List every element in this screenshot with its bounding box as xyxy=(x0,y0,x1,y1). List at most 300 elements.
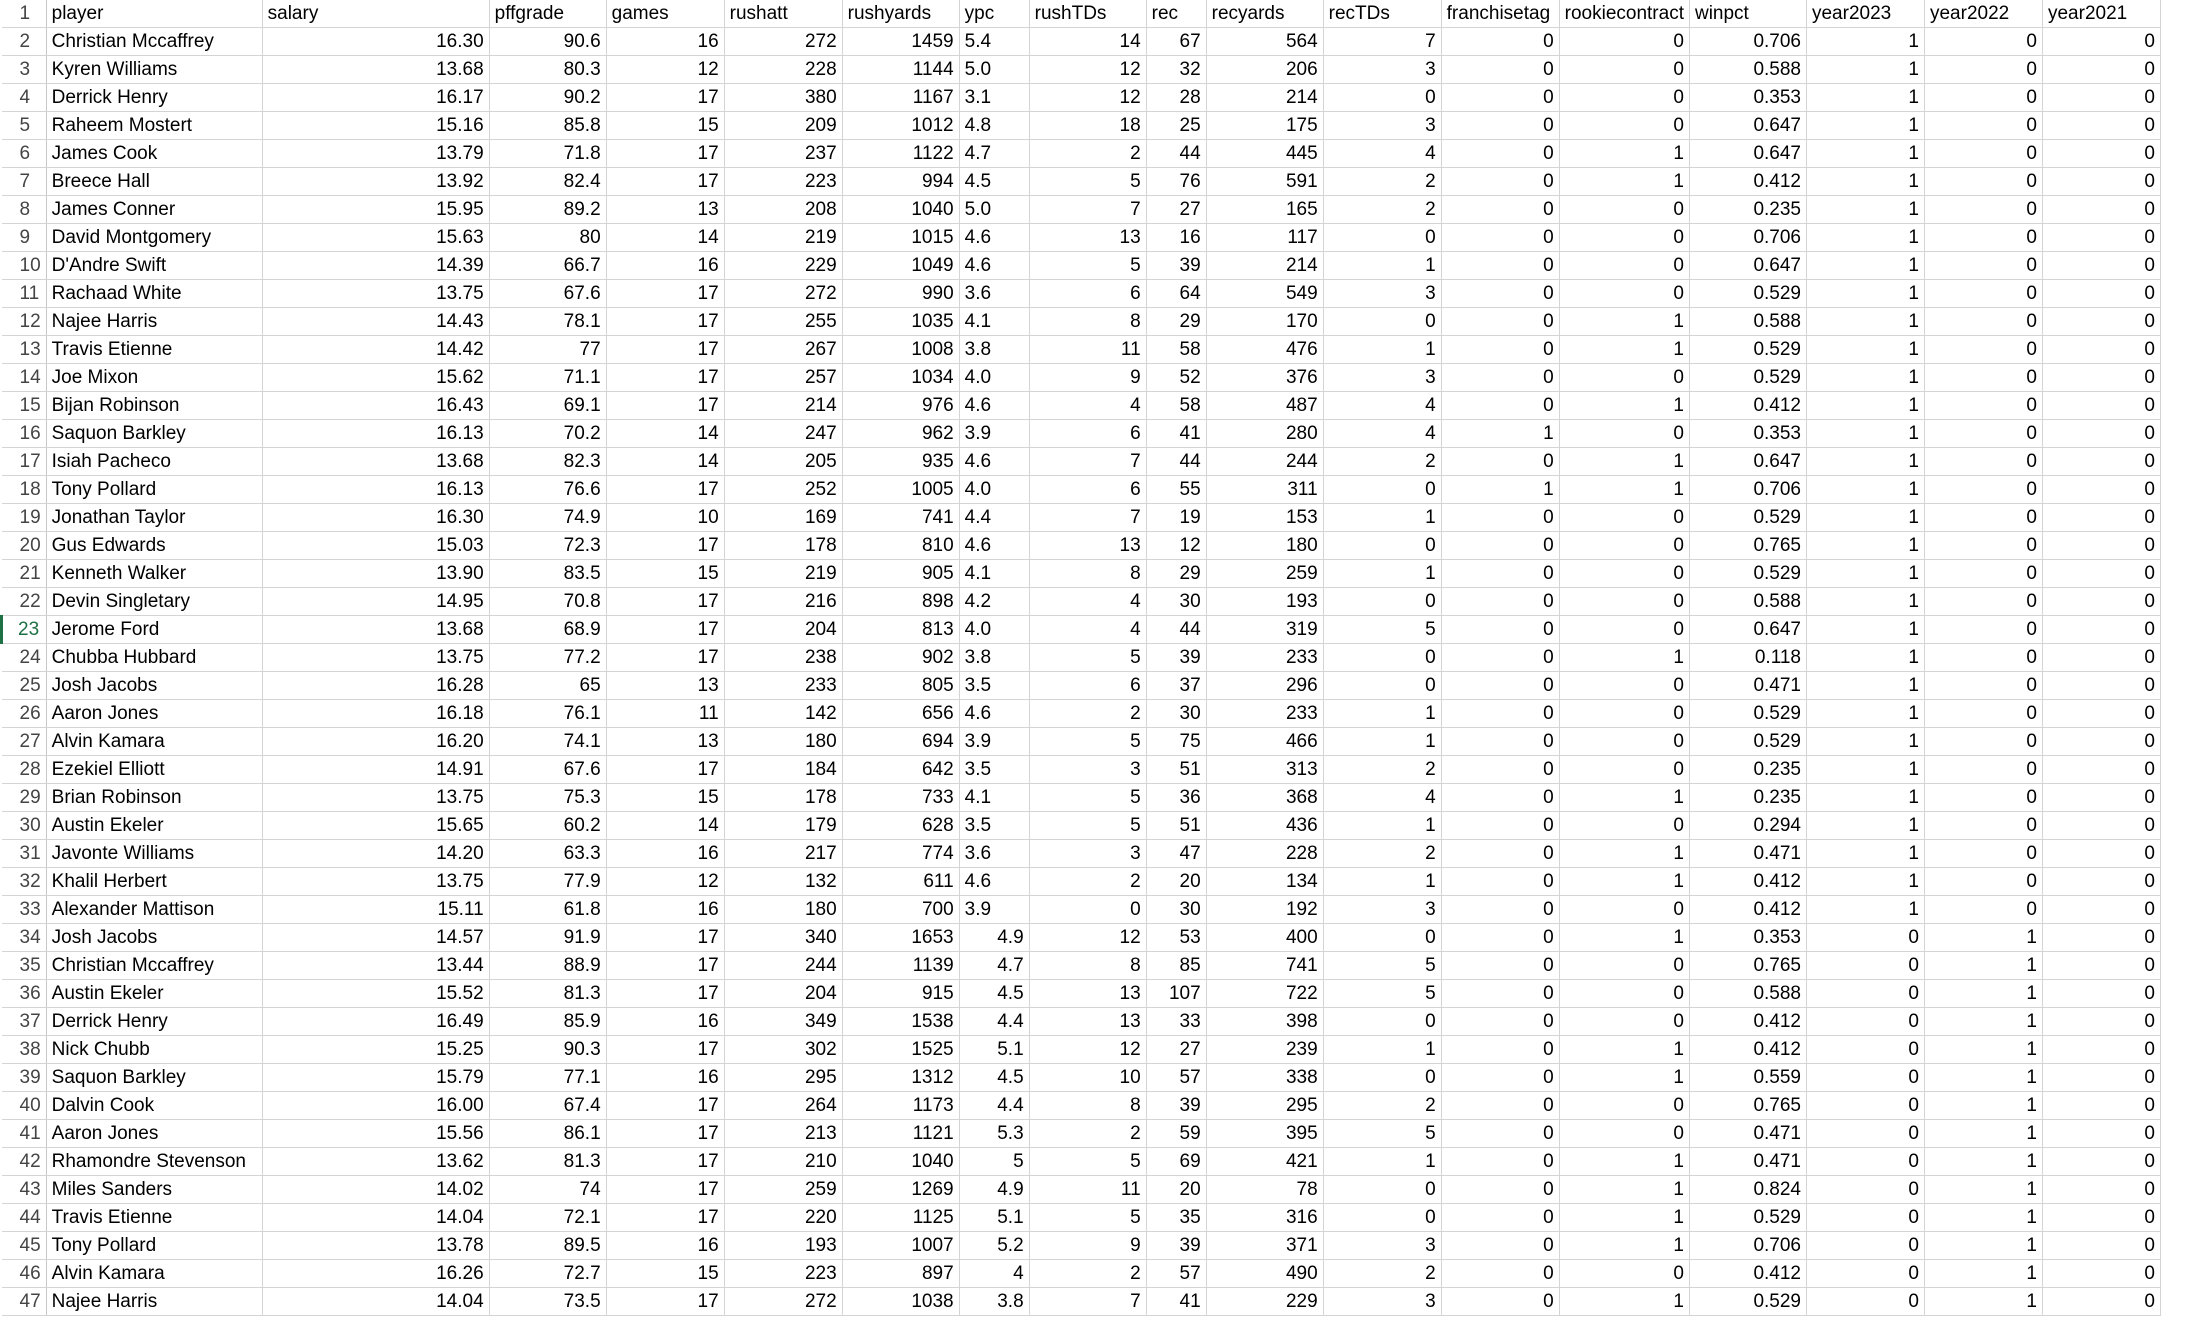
table-cell[interactable]: 66.7 xyxy=(489,252,606,280)
table-cell[interactable]: Miles Sanders xyxy=(46,1176,262,1204)
table-cell[interactable]: 5.3 xyxy=(959,1120,1029,1148)
table-cell[interactable]: Joe Mixon xyxy=(46,364,262,392)
table-cell[interactable]: 0 xyxy=(1924,168,2042,196)
table-cell[interactable]: Derrick Henry xyxy=(46,84,262,112)
table-cell[interactable]: 239 xyxy=(1206,1036,1323,1064)
table-cell[interactable]: 0 xyxy=(2042,728,2160,756)
table-cell[interactable]: 1 xyxy=(1924,924,2042,952)
table-cell[interactable]: Najee Harris xyxy=(46,1288,262,1316)
table-cell[interactable]: 272 xyxy=(724,1288,842,1316)
table-cell[interactable]: 0 xyxy=(1441,756,1559,784)
table-cell[interactable]: 2 xyxy=(1323,840,1441,868)
table-cell[interactable]: 2 xyxy=(1029,1120,1146,1148)
table-cell[interactable]: 233 xyxy=(1206,700,1323,728)
table-cell[interactable]: 14.20 xyxy=(262,840,489,868)
table-cell[interactable]: 0.765 xyxy=(1689,532,1806,560)
table-cell[interactable]: 3 xyxy=(1323,364,1441,392)
table-cell[interactable]: 13.44 xyxy=(262,952,489,980)
table-cell[interactable]: 63.3 xyxy=(489,840,606,868)
table-cell[interactable]: 2 xyxy=(1029,1260,1146,1288)
table-cell[interactable]: 4.1 xyxy=(959,784,1029,812)
table-cell[interactable]: 27 xyxy=(1146,196,1206,224)
table-cell[interactable]: 60.2 xyxy=(489,812,606,840)
table-cell[interactable]: 0.471 xyxy=(1689,1120,1806,1148)
table-cell[interactable]: 82.3 xyxy=(489,448,606,476)
table-cell[interactable]: 0 xyxy=(2042,1036,2160,1064)
table-cell[interactable]: Brian Robinson xyxy=(46,784,262,812)
table-cell[interactable]: 193 xyxy=(724,1232,842,1260)
table-cell[interactable]: Saquon Barkley xyxy=(46,1064,262,1092)
table-cell[interactable]: 0 xyxy=(1806,1064,1924,1092)
table-cell[interactable]: 25 xyxy=(1146,112,1206,140)
table-cell[interactable]: 0 xyxy=(1559,700,1689,728)
table-cell[interactable]: 15.11 xyxy=(262,896,489,924)
table-cell[interactable]: 204 xyxy=(724,616,842,644)
column-header-cell[interactable]: franchisetag xyxy=(1441,0,1559,28)
table-cell[interactable]: 1 xyxy=(1924,1260,2042,1288)
table-cell[interactable]: 4.2 xyxy=(959,588,1029,616)
table-cell[interactable]: 86.1 xyxy=(489,1120,606,1148)
table-cell[interactable]: 0.706 xyxy=(1689,224,1806,252)
table-cell[interactable]: 12 xyxy=(1146,532,1206,560)
table-cell[interactable]: 1035 xyxy=(842,308,959,336)
table-cell[interactable]: 5 xyxy=(1029,812,1146,840)
table-cell[interactable]: 213 xyxy=(724,1120,842,1148)
table-cell[interactable]: 0 xyxy=(2042,364,2160,392)
table-cell[interactable]: 1007 xyxy=(842,1232,959,1260)
table-cell[interactable]: 0.529 xyxy=(1689,560,1806,588)
table-cell[interactable]: 421 xyxy=(1206,1148,1323,1176)
table-cell[interactable]: 0.235 xyxy=(1689,196,1806,224)
table-cell[interactable]: 15.79 xyxy=(262,1064,489,1092)
table-cell[interactable]: 0 xyxy=(1924,364,2042,392)
table-cell[interactable]: 4.6 xyxy=(959,532,1029,560)
table-cell[interactable]: 0.471 xyxy=(1689,1148,1806,1176)
table-cell[interactable]: 17 xyxy=(606,280,724,308)
table-cell[interactable]: 214 xyxy=(1206,84,1323,112)
table-cell[interactable]: 549 xyxy=(1206,280,1323,308)
table-cell[interactable]: 17 xyxy=(606,1148,724,1176)
table-cell[interactable]: 897 xyxy=(842,1260,959,1288)
table-cell[interactable]: 0 xyxy=(1441,224,1559,252)
row-number[interactable]: 6 xyxy=(2,140,47,168)
table-cell[interactable]: 210 xyxy=(724,1148,842,1176)
table-cell[interactable]: 0 xyxy=(1924,728,2042,756)
table-cell[interactable]: 3.8 xyxy=(959,1288,1029,1316)
row-number[interactable]: 11 xyxy=(2,280,47,308)
table-cell[interactable]: 1 xyxy=(1806,476,1924,504)
table-cell[interactable]: 0 xyxy=(2042,28,2160,56)
table-cell[interactable]: 5.1 xyxy=(959,1204,1029,1232)
table-cell[interactable]: 71.1 xyxy=(489,364,606,392)
table-cell[interactable]: 1040 xyxy=(842,1148,959,1176)
column-header-cell[interactable]: pffgrade xyxy=(489,0,606,28)
table-cell[interactable]: 0 xyxy=(1441,308,1559,336)
table-cell[interactable]: 244 xyxy=(724,952,842,980)
table-cell[interactable]: 0.294 xyxy=(1689,812,1806,840)
table-cell[interactable]: 4 xyxy=(1323,392,1441,420)
table-cell[interactable]: 0 xyxy=(1806,924,1924,952)
row-number[interactable]: 31 xyxy=(2,840,47,868)
table-cell[interactable]: 5 xyxy=(1323,1120,1441,1148)
table-cell[interactable]: 302 xyxy=(724,1036,842,1064)
table-cell[interactable]: 0 xyxy=(1441,700,1559,728)
table-cell[interactable]: 91.9 xyxy=(489,924,606,952)
table-cell[interactable]: 1040 xyxy=(842,196,959,224)
table-cell[interactable]: 83.5 xyxy=(489,560,606,588)
table-cell[interactable]: 193 xyxy=(1206,588,1323,616)
table-cell[interactable]: 80.3 xyxy=(489,56,606,84)
table-cell[interactable]: 0 xyxy=(1924,280,2042,308)
table-cell[interactable]: 0.588 xyxy=(1689,308,1806,336)
table-cell[interactable]: Nick Chubb xyxy=(46,1036,262,1064)
table-cell[interactable]: 4.1 xyxy=(959,308,1029,336)
table-cell[interactable]: 65 xyxy=(489,672,606,700)
table-cell[interactable]: 5.1 xyxy=(959,1036,1029,1064)
table-cell[interactable]: 12 xyxy=(1029,1036,1146,1064)
table-cell[interactable]: 3 xyxy=(1323,280,1441,308)
table-cell[interactable]: 1 xyxy=(1806,644,1924,672)
table-cell[interactable]: 1 xyxy=(1806,392,1924,420)
table-cell[interactable]: 16.30 xyxy=(262,28,489,56)
table-cell[interactable]: 436 xyxy=(1206,812,1323,840)
table-cell[interactable]: 8 xyxy=(1029,560,1146,588)
table-cell[interactable]: 14.04 xyxy=(262,1204,489,1232)
table-cell[interactable]: 67.6 xyxy=(489,280,606,308)
table-cell[interactable]: 32 xyxy=(1146,56,1206,84)
table-cell[interactable]: 0 xyxy=(2042,168,2160,196)
table-cell[interactable]: 0.353 xyxy=(1689,420,1806,448)
table-cell[interactable]: James Conner xyxy=(46,196,262,224)
table-cell[interactable]: 90.6 xyxy=(489,28,606,56)
table-cell[interactable]: 994 xyxy=(842,168,959,196)
table-cell[interactable]: 244 xyxy=(1206,448,1323,476)
table-cell[interactable]: 169 xyxy=(724,504,842,532)
table-cell[interactable]: Kyren Williams xyxy=(46,56,262,84)
table-cell[interactable]: 741 xyxy=(842,504,959,532)
table-cell[interactable]: 0.529 xyxy=(1689,364,1806,392)
table-cell[interactable]: 69 xyxy=(1146,1148,1206,1176)
table-cell[interactable]: 13.92 xyxy=(262,168,489,196)
table-cell[interactable]: Breece Hall xyxy=(46,168,262,196)
table-cell[interactable]: 81.3 xyxy=(489,1148,606,1176)
table-cell[interactable]: 11 xyxy=(1029,1176,1146,1204)
table-cell[interactable]: 16 xyxy=(606,1008,724,1036)
table-cell[interactable]: 0 xyxy=(2042,280,2160,308)
table-cell[interactable]: 1 xyxy=(1323,560,1441,588)
table-cell[interactable]: Isiah Pacheco xyxy=(46,448,262,476)
table-cell[interactable]: 0 xyxy=(1441,1204,1559,1232)
table-cell[interactable]: 0 xyxy=(1441,336,1559,364)
table-cell[interactable]: 810 xyxy=(842,532,959,560)
table-cell[interactable]: 4.0 xyxy=(959,616,1029,644)
table-cell[interactable]: 90.3 xyxy=(489,1036,606,1064)
table-cell[interactable]: 6 xyxy=(1029,672,1146,700)
table-cell[interactable]: 0 xyxy=(1441,560,1559,588)
table-cell[interactable]: 1 xyxy=(1924,1120,2042,1148)
table-cell[interactable]: 0 xyxy=(1924,476,2042,504)
table-cell[interactable]: 1 xyxy=(1806,756,1924,784)
table-cell[interactable]: 71.8 xyxy=(489,140,606,168)
table-cell[interactable]: 33 xyxy=(1146,1008,1206,1036)
table-cell[interactable]: 0 xyxy=(1924,700,2042,728)
table-cell[interactable]: 1 xyxy=(1559,392,1689,420)
table-cell[interactable]: 12 xyxy=(1029,84,1146,112)
table-cell[interactable]: 30 xyxy=(1146,588,1206,616)
table-cell[interactable]: 1 xyxy=(1559,1176,1689,1204)
table-cell[interactable]: 296 xyxy=(1206,672,1323,700)
table-cell[interactable]: 69.1 xyxy=(489,392,606,420)
table-cell[interactable]: 0 xyxy=(1559,56,1689,84)
table-cell[interactable]: 3 xyxy=(1323,56,1441,84)
table-cell[interactable]: 0 xyxy=(2042,56,2160,84)
table-cell[interactable]: 0 xyxy=(1559,1260,1689,1288)
table-cell[interactable]: 611 xyxy=(842,868,959,896)
row-number[interactable]: 24 xyxy=(2,644,47,672)
table-cell[interactable]: 3.8 xyxy=(959,336,1029,364)
table-cell[interactable]: 0 xyxy=(1559,280,1689,308)
row-number[interactable]: 23 xyxy=(2,616,47,644)
table-cell[interactable]: 2 xyxy=(1323,1260,1441,1288)
table-cell[interactable]: 1 xyxy=(1559,644,1689,672)
table-cell[interactable]: 0 xyxy=(1924,224,2042,252)
table-cell[interactable]: 1 xyxy=(1323,728,1441,756)
table-cell[interactable]: 4 xyxy=(1323,140,1441,168)
table-cell[interactable]: Ezekiel Elliott xyxy=(46,756,262,784)
table-cell[interactable]: 0 xyxy=(1924,812,2042,840)
table-cell[interactable]: 0 xyxy=(2042,1260,2160,1288)
table-cell[interactable]: 0 xyxy=(1323,588,1441,616)
table-cell[interactable]: 0 xyxy=(1924,336,2042,364)
table-cell[interactable]: 0 xyxy=(1441,588,1559,616)
table-cell[interactable]: 4.8 xyxy=(959,112,1029,140)
table-cell[interactable]: 16.13 xyxy=(262,476,489,504)
table-cell[interactable]: 1 xyxy=(1559,140,1689,168)
table-cell[interactable]: 0 xyxy=(1441,868,1559,896)
table-cell[interactable]: 380 xyxy=(724,84,842,112)
table-cell[interactable]: 0 xyxy=(2042,812,2160,840)
table-cell[interactable]: 3.6 xyxy=(959,280,1029,308)
table-cell[interactable]: 15.25 xyxy=(262,1036,489,1064)
table-cell[interactable]: 259 xyxy=(1206,560,1323,588)
column-header-cell[interactable]: rushyards xyxy=(842,0,959,28)
table-cell[interactable]: 0 xyxy=(1924,532,2042,560)
table-cell[interactable]: 1 xyxy=(1924,1036,2042,1064)
column-header-cell[interactable]: year2021 xyxy=(2042,0,2160,28)
table-cell[interactable]: 70.2 xyxy=(489,420,606,448)
table-cell[interactable]: 0 xyxy=(1806,1260,1924,1288)
table-cell[interactable]: 13.68 xyxy=(262,616,489,644)
table-cell[interactable]: 4 xyxy=(1323,784,1441,812)
table-cell[interactable]: 16.00 xyxy=(262,1092,489,1120)
table-cell[interactable]: 0 xyxy=(2042,672,2160,700)
table-cell[interactable]: 14 xyxy=(606,812,724,840)
table-cell[interactable]: 228 xyxy=(724,56,842,84)
table-cell[interactable]: 53 xyxy=(1146,924,1206,952)
table-cell[interactable]: 1 xyxy=(1806,84,1924,112)
column-header-cell[interactable]: year2023 xyxy=(1806,0,1924,28)
table-cell[interactable]: 1005 xyxy=(842,476,959,504)
table-cell[interactable]: 0.647 xyxy=(1689,448,1806,476)
table-cell[interactable]: 1 xyxy=(1323,504,1441,532)
table-cell[interactable]: 30 xyxy=(1146,700,1206,728)
table-cell[interactable]: 8 xyxy=(1029,1092,1146,1120)
table-cell[interactable]: 1 xyxy=(1924,952,2042,980)
table-cell[interactable]: 58 xyxy=(1146,336,1206,364)
table-cell[interactable]: 14.04 xyxy=(262,1288,489,1316)
table-cell[interactable]: 3 xyxy=(1029,756,1146,784)
table-cell[interactable]: 0 xyxy=(2042,532,2160,560)
table-cell[interactable]: 0 xyxy=(1441,672,1559,700)
table-cell[interactable]: 1 xyxy=(1806,280,1924,308)
table-cell[interactable]: 0 xyxy=(1323,1064,1441,1092)
table-cell[interactable]: 0 xyxy=(1441,532,1559,560)
table-cell[interactable]: 30 xyxy=(1146,896,1206,924)
table-cell[interactable]: 1125 xyxy=(842,1204,959,1232)
table-cell[interactable]: 0 xyxy=(1924,756,2042,784)
table-cell[interactable]: 1 xyxy=(1559,868,1689,896)
table-cell[interactable]: 0 xyxy=(2042,924,2160,952)
table-cell[interactable]: 12 xyxy=(606,56,724,84)
table-cell[interactable]: 184 xyxy=(724,756,842,784)
table-cell[interactable]: 4 xyxy=(959,1260,1029,1288)
table-cell[interactable]: 1 xyxy=(1806,868,1924,896)
table-cell[interactable]: 77 xyxy=(489,336,606,364)
table-cell[interactable]: 0 xyxy=(2042,952,2160,980)
table-cell[interactable]: 20 xyxy=(1146,868,1206,896)
table-cell[interactable]: 16 xyxy=(1146,224,1206,252)
row-number[interactable]: 15 xyxy=(2,392,47,420)
table-cell[interactable]: 0 xyxy=(1323,224,1441,252)
table-cell[interactable]: 0 xyxy=(2042,1092,2160,1120)
table-cell[interactable]: 2 xyxy=(1029,140,1146,168)
row-number[interactable]: 12 xyxy=(2,308,47,336)
table-cell[interactable]: 5.4 xyxy=(959,28,1029,56)
table-cell[interactable]: 78.1 xyxy=(489,308,606,336)
table-cell[interactable]: 0 xyxy=(2042,644,2160,672)
table-cell[interactable]: 0 xyxy=(1559,196,1689,224)
table-cell[interactable]: 0 xyxy=(1924,560,2042,588)
table-cell[interactable]: 77.2 xyxy=(489,644,606,672)
table-cell[interactable]: Tony Pollard xyxy=(46,1232,262,1260)
table-cell[interactable]: 3 xyxy=(1323,112,1441,140)
table-cell[interactable]: 41 xyxy=(1146,420,1206,448)
table-cell[interactable]: 17 xyxy=(606,392,724,420)
table-cell[interactable]: 223 xyxy=(724,1260,842,1288)
table-cell[interactable]: 7 xyxy=(1029,448,1146,476)
table-cell[interactable]: 813 xyxy=(842,616,959,644)
table-cell[interactable]: 0 xyxy=(1559,980,1689,1008)
table-cell[interactable]: 214 xyxy=(1206,252,1323,280)
table-cell[interactable]: 1 xyxy=(1323,700,1441,728)
table-cell[interactable]: 257 xyxy=(724,364,842,392)
table-cell[interactable]: 0 xyxy=(1924,28,2042,56)
table-cell[interactable]: 0 xyxy=(1559,224,1689,252)
table-cell[interactable]: 1 xyxy=(1323,252,1441,280)
table-cell[interactable]: 0.412 xyxy=(1689,1008,1806,1036)
table-cell[interactable]: 57 xyxy=(1146,1260,1206,1288)
table-cell[interactable]: 0.412 xyxy=(1689,868,1806,896)
row-number[interactable]: 27 xyxy=(2,728,47,756)
row-number[interactable]: 5 xyxy=(2,112,47,140)
table-cell[interactable]: 16.28 xyxy=(262,672,489,700)
table-cell[interactable]: 15.65 xyxy=(262,812,489,840)
table-cell[interactable]: 16.20 xyxy=(262,728,489,756)
table-cell[interactable]: 0 xyxy=(1924,112,2042,140)
table-cell[interactable]: 64 xyxy=(1146,280,1206,308)
table-cell[interactable]: 0.471 xyxy=(1689,840,1806,868)
table-cell[interactable]: 1 xyxy=(1559,476,1689,504)
table-cell[interactable]: 4 xyxy=(1029,392,1146,420)
table-cell[interactable]: 1012 xyxy=(842,112,959,140)
table-cell[interactable]: 340 xyxy=(724,924,842,952)
table-cell[interactable]: 741 xyxy=(1206,952,1323,980)
table-cell[interactable]: 178 xyxy=(724,532,842,560)
table-cell[interactable]: 4.0 xyxy=(959,364,1029,392)
table-cell[interactable]: 0.529 xyxy=(1689,1288,1806,1316)
table-cell[interactable]: 0 xyxy=(1441,1148,1559,1176)
table-cell[interactable]: 0 xyxy=(2042,1204,2160,1232)
table-cell[interactable]: 0 xyxy=(1323,84,1441,112)
table-cell[interactable]: 3 xyxy=(1029,840,1146,868)
table-cell[interactable]: 5.2 xyxy=(959,1232,1029,1260)
table-cell[interactable]: 0.588 xyxy=(1689,980,1806,1008)
table-cell[interactable]: 20 xyxy=(1146,1176,1206,1204)
table-cell[interactable]: 14.43 xyxy=(262,308,489,336)
column-header-cell[interactable]: rushatt xyxy=(724,0,842,28)
table-cell[interactable]: 29 xyxy=(1146,308,1206,336)
table-cell[interactable]: 76.1 xyxy=(489,700,606,728)
table-cell[interactable]: 220 xyxy=(724,1204,842,1232)
table-cell[interactable]: 51 xyxy=(1146,812,1206,840)
table-cell[interactable]: 8 xyxy=(1029,308,1146,336)
table-cell[interactable]: 272 xyxy=(724,28,842,56)
table-cell[interactable]: 1173 xyxy=(842,1092,959,1120)
table-cell[interactable]: 1 xyxy=(1806,56,1924,84)
table-cell[interactable]: 223 xyxy=(724,168,842,196)
table-cell[interactable]: 733 xyxy=(842,784,959,812)
table-cell[interactable]: 134 xyxy=(1206,868,1323,896)
table-cell[interactable]: 4.5 xyxy=(959,168,1029,196)
table-cell[interactable]: Austin Ekeler xyxy=(46,812,262,840)
table-cell[interactable]: 267 xyxy=(724,336,842,364)
table-cell[interactable]: 1 xyxy=(1559,924,1689,952)
table-cell[interactable]: 13.78 xyxy=(262,1232,489,1260)
table-cell[interactable]: 0 xyxy=(1806,952,1924,980)
table-cell[interactable]: 0 xyxy=(2042,784,2160,812)
table-cell[interactable]: 1538 xyxy=(842,1008,959,1036)
table-cell[interactable]: 0.412 xyxy=(1689,392,1806,420)
row-number[interactable]: 18 xyxy=(2,476,47,504)
row-number[interactable]: 29 xyxy=(2,784,47,812)
table-cell[interactable]: 4.6 xyxy=(959,252,1029,280)
table-cell[interactable]: 1525 xyxy=(842,1036,959,1064)
table-cell[interactable]: Devin Singletary xyxy=(46,588,262,616)
table-cell[interactable]: 73.5 xyxy=(489,1288,606,1316)
table-cell[interactable]: 1 xyxy=(1806,504,1924,532)
table-cell[interactable]: 14.95 xyxy=(262,588,489,616)
table-cell[interactable]: 3 xyxy=(1323,896,1441,924)
table-cell[interactable]: 1 xyxy=(1806,616,1924,644)
table-cell[interactable]: Travis Etienne xyxy=(46,336,262,364)
table-cell[interactable]: 0 xyxy=(1924,196,2042,224)
table-cell[interactable]: 67.4 xyxy=(489,1092,606,1120)
table-cell[interactable]: 1 xyxy=(1323,1148,1441,1176)
table-cell[interactable]: 311 xyxy=(1206,476,1323,504)
table-cell[interactable]: 0 xyxy=(1559,728,1689,756)
table-cell[interactable]: 0 xyxy=(1441,112,1559,140)
table-cell[interactable]: 2 xyxy=(1029,700,1146,728)
